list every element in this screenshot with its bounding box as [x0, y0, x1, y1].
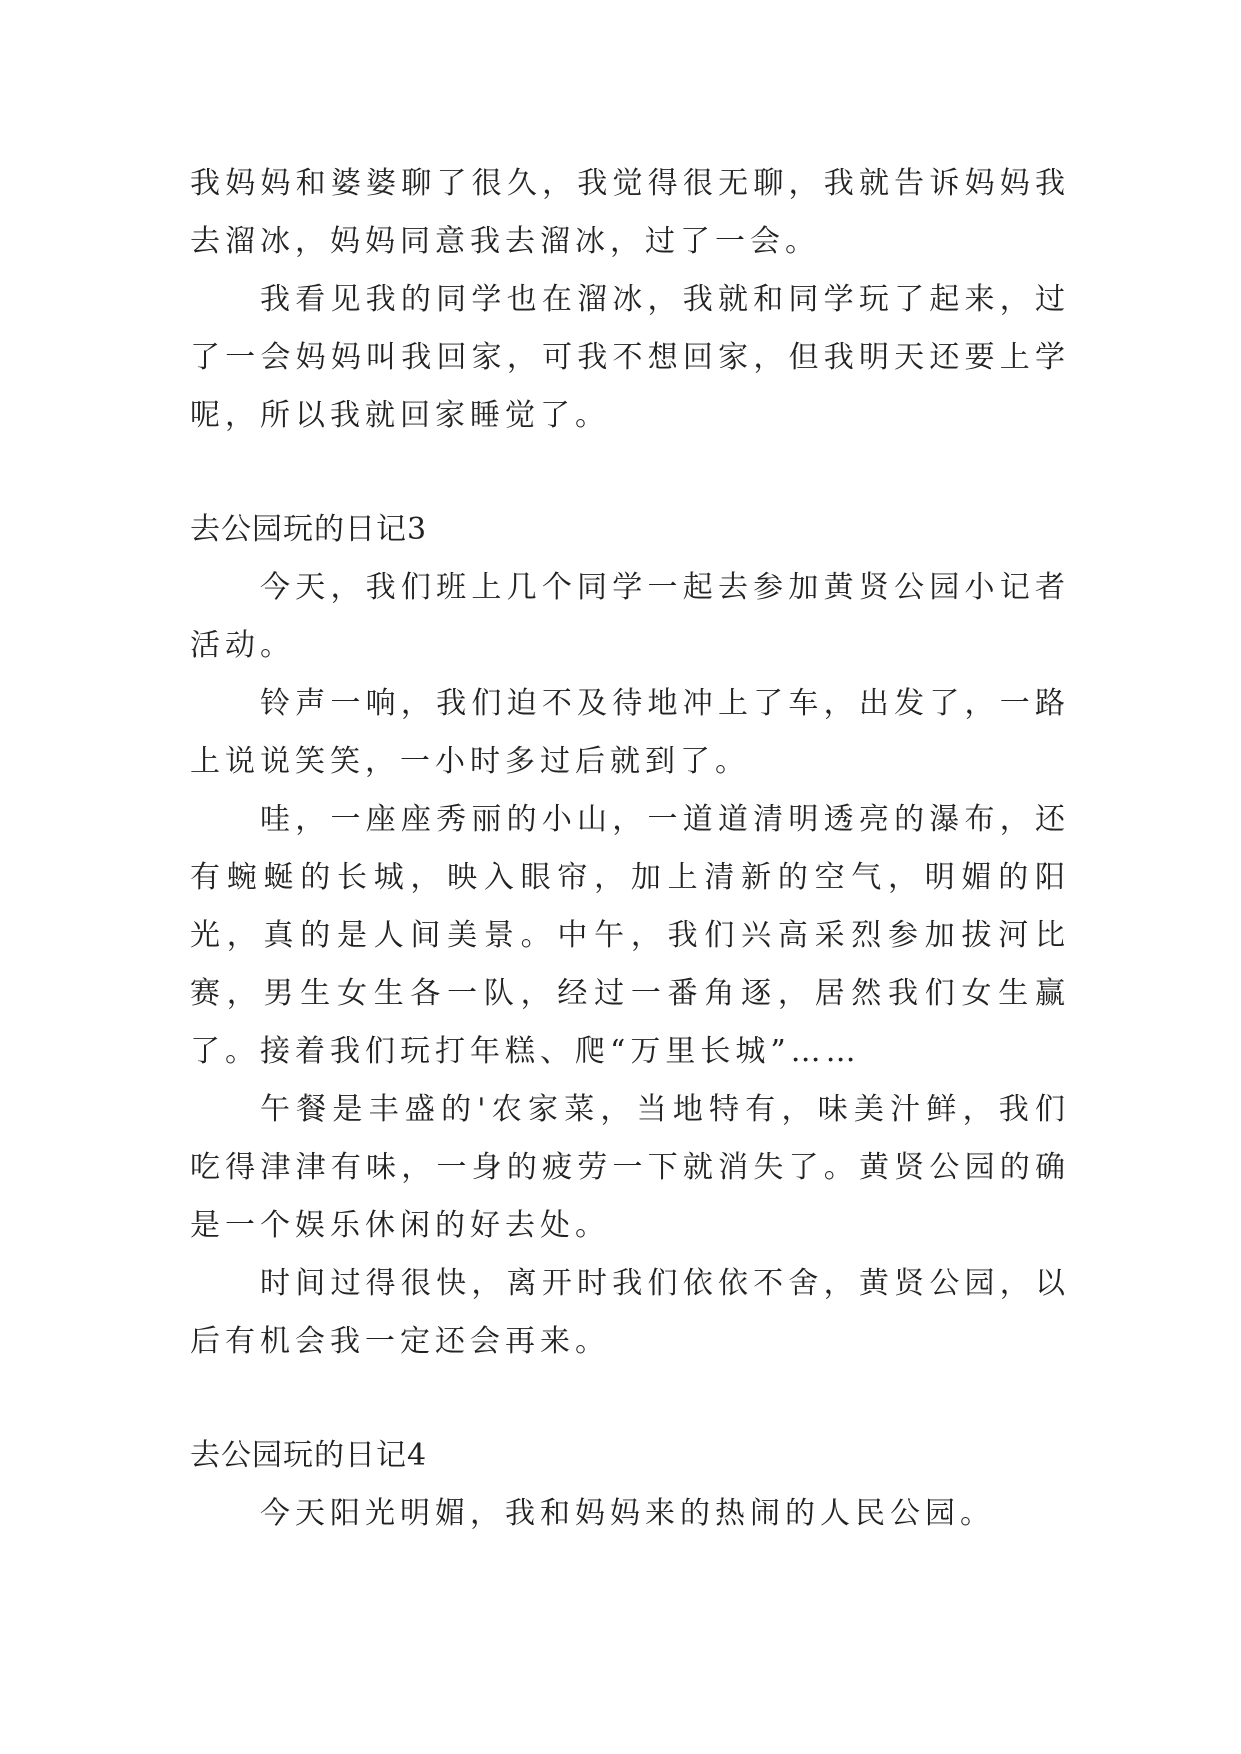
section-title: 去公园玩的日记4 — [190, 1438, 428, 1473]
paragraph: 午餐是丰盛的'农家菜，当地特有，味美汁鲜，我们吃得津津有味，一身的疲劳一下就消失了。黄贤公园的确是一个娱乐休闲的好去处。 — [190, 1092, 1070, 1243]
paragraph: 今天，我们班上几个同学一起去参加黄贤公园小记者活动。 — [190, 570, 1070, 663]
section-title: 去公园玩的日记3 — [190, 512, 428, 547]
section-gap — [190, 1371, 1070, 1427]
paragraph: 我看见我的同学也在溜冰，我就和同学玩了起来，过了一会妈妈叫我回家，可我不想回家，但我明天还要上学呢，所以我就回家睡觉了。 — [190, 282, 1070, 433]
paragraph: 今天阳光明媚，我和妈妈来的热闹的人民公园。 — [260, 1496, 995, 1531]
paragraph: 时间过得很快，离开时我们依依不舍，黄贤公园，以后有机会我一定还会再来。 — [190, 1266, 1070, 1359]
paragraph: 铃声一响，我们迫不及待地冲上了车，出发了，一路上说说笑笑，一小时多过后就到了。 — [190, 686, 1070, 779]
paragraph: 哇，一座座秀丽的小山，一道道清明透亮的瀑布，还有蜿蜒的长城，映入眼帘，加上清新的空气，明媚的阳光，真的是人间美景。中午，我们兴高采烈参加拔河比赛，男生女生各一队，经过一番角逐，居然我们女生赢了。接着我们玩打年糕、爬“万里长城”…… — [190, 802, 1070, 1069]
section-gap — [190, 445, 1070, 501]
document-page — [190, 155, 1070, 1543]
paragraph: 我妈妈和婆婆聊了很久，我觉得很无聊，我就告诉妈妈我去溜冰，妈妈同意我去溜冰，过了一会。 — [190, 166, 1070, 259]
